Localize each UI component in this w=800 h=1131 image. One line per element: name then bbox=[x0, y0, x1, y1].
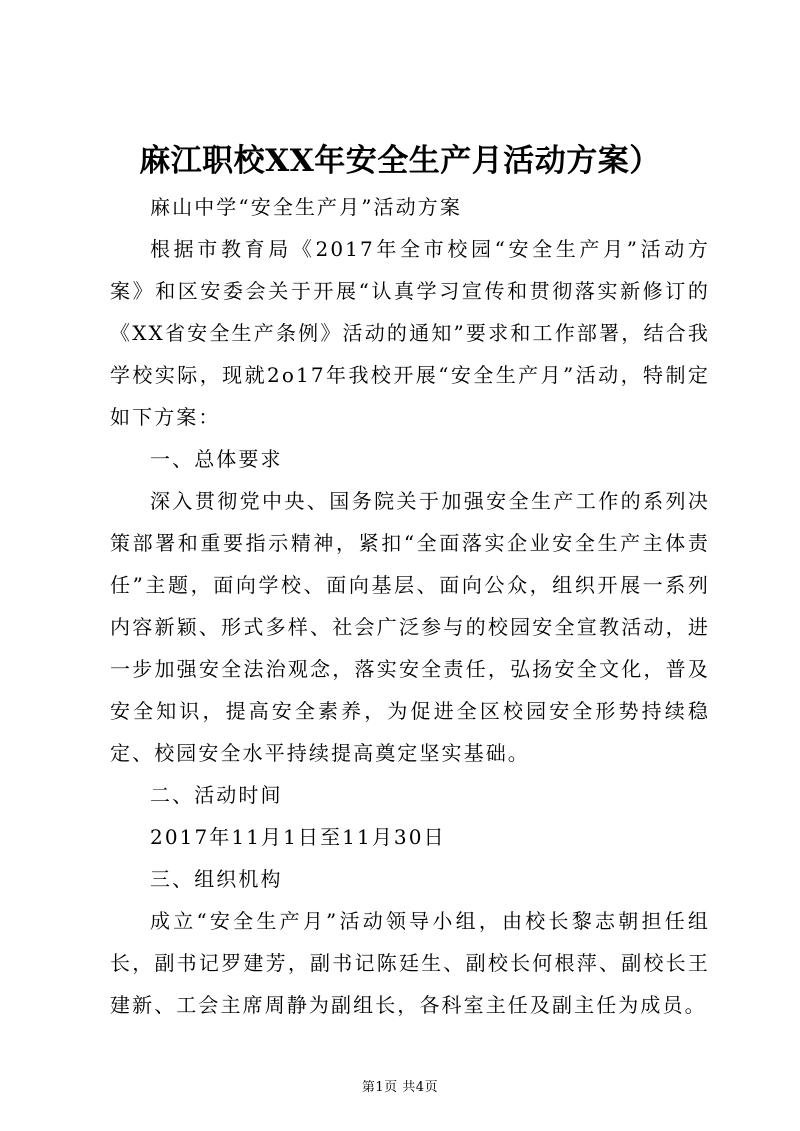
document-title: 麻江职校XX年安全生产月活动方案） bbox=[139, 143, 661, 179]
section-heading-requirements: 一、总体要求 bbox=[150, 447, 283, 471]
subtitle-paragraph: 麻山中学“安全生产月”活动方案 bbox=[150, 195, 462, 219]
page-footer: 第1页 共4页 bbox=[361, 1080, 439, 1095]
intro-paragraph: 根据市教育局《2017年全市校园“安全生产月”活动方案》和区安委会关于开展“认真学习宣传和贯彻落实新修订的《XX省安全生产条例》活动的通知”要求和工作部署，结合我学校实际，现就2o17年我校开展“安全生产月”活动，特制定如下方案： bbox=[110, 237, 710, 429]
organization-paragraph: 成立“安全生产月”活动领导小组，由校长黎志朝担任组长，副书记罗建芳，副书记陈廷生、副校长何根萍、副校长王建新、工会主席周静为副组长，各科室主任及副主任为成员。 bbox=[110, 909, 710, 1017]
document-body bbox=[110, 186, 710, 1026]
section-heading-organization: 三、组织机构 bbox=[150, 867, 283, 891]
time-paragraph: 2017年11月1日至11月30日 bbox=[150, 825, 446, 849]
requirements-paragraph: 深入贯彻党中央、国务院关于加强安全生产工作的系列决策部署和重要指示精神，紧扣“全面落实企业安全生产主体责任”主题，面向学校、面向基层、面向公众，组织开展一系列内容新颖、形式多样、社会广泛参与的校园安全宣教活动，进一步加强安全法治观念，落实安全责任，弘扬安全文化，普及安全知识，提高安全素养，为促进全区校园安全形势持续稳定、校园安全水平持续提高奠定坚实基础。 bbox=[110, 489, 710, 765]
section-heading-time: 二、活动时间 bbox=[150, 783, 283, 807]
